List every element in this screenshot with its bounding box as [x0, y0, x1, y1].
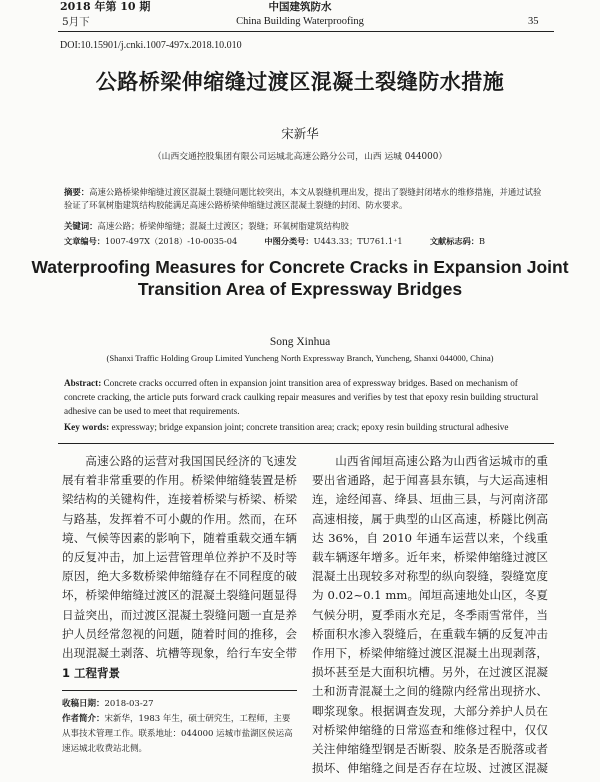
abstract-cn-label: 摘要：	[64, 187, 90, 197]
affiliation-en: (Shanxi Traffic Holding Group Limited Yuncheng North Expressway Branch, Yuncheng, Shanxi 044000, China)	[106, 353, 494, 363]
page-number: 35	[528, 16, 539, 27]
keywords-cn-text: 高速公路；桥梁伸缩缝；混凝土过渡区；裂缝；环氧树脂建筑结构胶	[97, 221, 349, 231]
author-bio-label: 作者简介：	[62, 714, 105, 724]
abstract-cn	[64, 186, 546, 212]
body-paragraph: 高速公路的运营对我国国民经济的飞速发展有着非常重要的作用。桥梁伸缩缝装置是桥梁结构的关键构件，连接着桥梁与桥梁、桥梁与路基，发挥着不可小觑的作用。然而，在环境、气候等因素的影响下，随着重载交通车辆的反复冲击，加上运营管理单位养护不及时等原因，绝大多数桥梁伸缩缝存在不同程度的破坏，桥梁伸缩缝过渡区的混凝土裂缝问题显得日益突出，而过渡区混凝土裂缝问题一直是养护人员经常忽视的问题，随着时间的推移，会出现混凝土剥落、坑槽等现象，给行车安全带	[62, 454, 297, 661]
clc-code: U443.33；TU761.1⁺1	[313, 236, 403, 246]
header-rule	[58, 31, 554, 32]
issue-month: 5月下	[62, 16, 90, 28]
clc-label: 中图分类号：	[264, 236, 314, 246]
keywords-en-label: Key words:	[64, 422, 110, 432]
abstract-en	[64, 376, 546, 418]
author-bio: 宋新华，1983 年生，硕士研究生，工程师，主要从事技术管理工作。联系地址：044000 运城市盐湖区侯运高速运城北收费站北侧。	[62, 714, 293, 754]
author-en: Song Xinhua	[269, 336, 331, 348]
article-meta-cn	[64, 235, 546, 248]
journal-name-en: China Building Waterproofing	[236, 16, 364, 27]
article-no-label: 文章编号：	[64, 236, 105, 246]
body-column-left	[62, 452, 297, 662]
body-paragraph: 山西省闻垣高速公路为山西省运城市的重要出省通路，起于闻喜县东镇，与大运高速相连，途经闻喜、绛县、垣曲三县，与河南济邵高速相接，属于典型的山区高速，桥隧比例高达 36%，自 2010 年通车运营以来，个线重载车辆逐年增多。近年来，桥梁伸缩缝过渡区混凝土出现较多对称型的纵向裂缝，裂缝宽度为 0.02~0.1 mm。闻垣高速地处山区，冬夏气候分明，夏季雨水充足，冬季雨雪常伴，当桥面积水渗入裂缝后，在重载车辆的反复冲击作用下，桥梁伸缩缝过渡区混凝土出现剥落，损坏甚至是大面积坑槽。另外，在过渡区混凝土和沥青混凝土之间的缝隙内经常出现挤水、唧浆现象。根据调查发现，大部分养护人员在对桥梁伸缩缝的日常巡查和维修过程中，仅仅关注伸缩缝型钢是否断裂、胶条是否脱落或者损坏、伸缩缝之间是否存在垃圾、过渡区混凝	[312, 454, 548, 776]
doc-code-label: 文献标志码：	[429, 236, 479, 246]
abstract-cn-text: 高速公路桥梁伸缩缝过渡区混凝土裂缝问题比较突出，本文从裂缝机理出发，提出了裂缝封闭堵水的维修措施，并通过试验验证了环氧树脂建筑结构胶能满足高速公路桥梁伸缩缝过渡区混凝土裂缝的封闭、防水要求。	[64, 187, 542, 210]
keywords-en	[64, 420, 546, 434]
doc-code: B	[479, 236, 486, 246]
abstract-en-text: Concrete cracks occurred often in expansion joint transition area of expressway bridges. Based on mechanism of concrete cracking, the article puts forward crack caulking repair measures and verifies by test that epoxy resin building structural adhesive can be used to meet that requirements.	[64, 378, 539, 416]
page-title-cn: 公路桥梁伸缩缝过渡区混凝土裂缝防水措施	[95, 70, 505, 94]
section-heading: 1 工程背景	[62, 666, 121, 680]
abstract-en-label: Abstract:	[64, 378, 102, 388]
received-date: 2018-03-27	[104, 699, 154, 709]
keywords-cn	[64, 220, 546, 233]
keywords-en-text: expressway; bridge expansion joint; concrete transition area; crack; epoxy resin building structural adhesive	[111, 422, 509, 432]
author-cn: 宋新华	[281, 126, 319, 141]
doi: DOI:10.15901/j.cnki.1007-497x.2018.10.010	[60, 40, 242, 51]
footnote-rule	[62, 690, 297, 691]
affiliation-cn: （山西交通控股集团有限公司运城北高速公路分公司，山西 运城 044000）	[152, 152, 448, 162]
keywords-cn-label: 关键词：	[64, 221, 98, 231]
issue-number: 2018 年第 10 期	[60, 0, 151, 13]
abstract-rule	[58, 443, 554, 444]
body-column-right	[312, 452, 548, 778]
article-no: 1007-497X（2018）-10-0035-04	[104, 236, 238, 246]
received-label: 收稿日期：	[62, 699, 105, 709]
footnote	[62, 697, 297, 757]
page-title-en: Waterproofing Measures for Concrete Cracks in Expansion Joint Transition Area of Expressway Bridges	[31, 257, 569, 299]
journal-name-cn: 中国建筑防水	[268, 1, 332, 13]
